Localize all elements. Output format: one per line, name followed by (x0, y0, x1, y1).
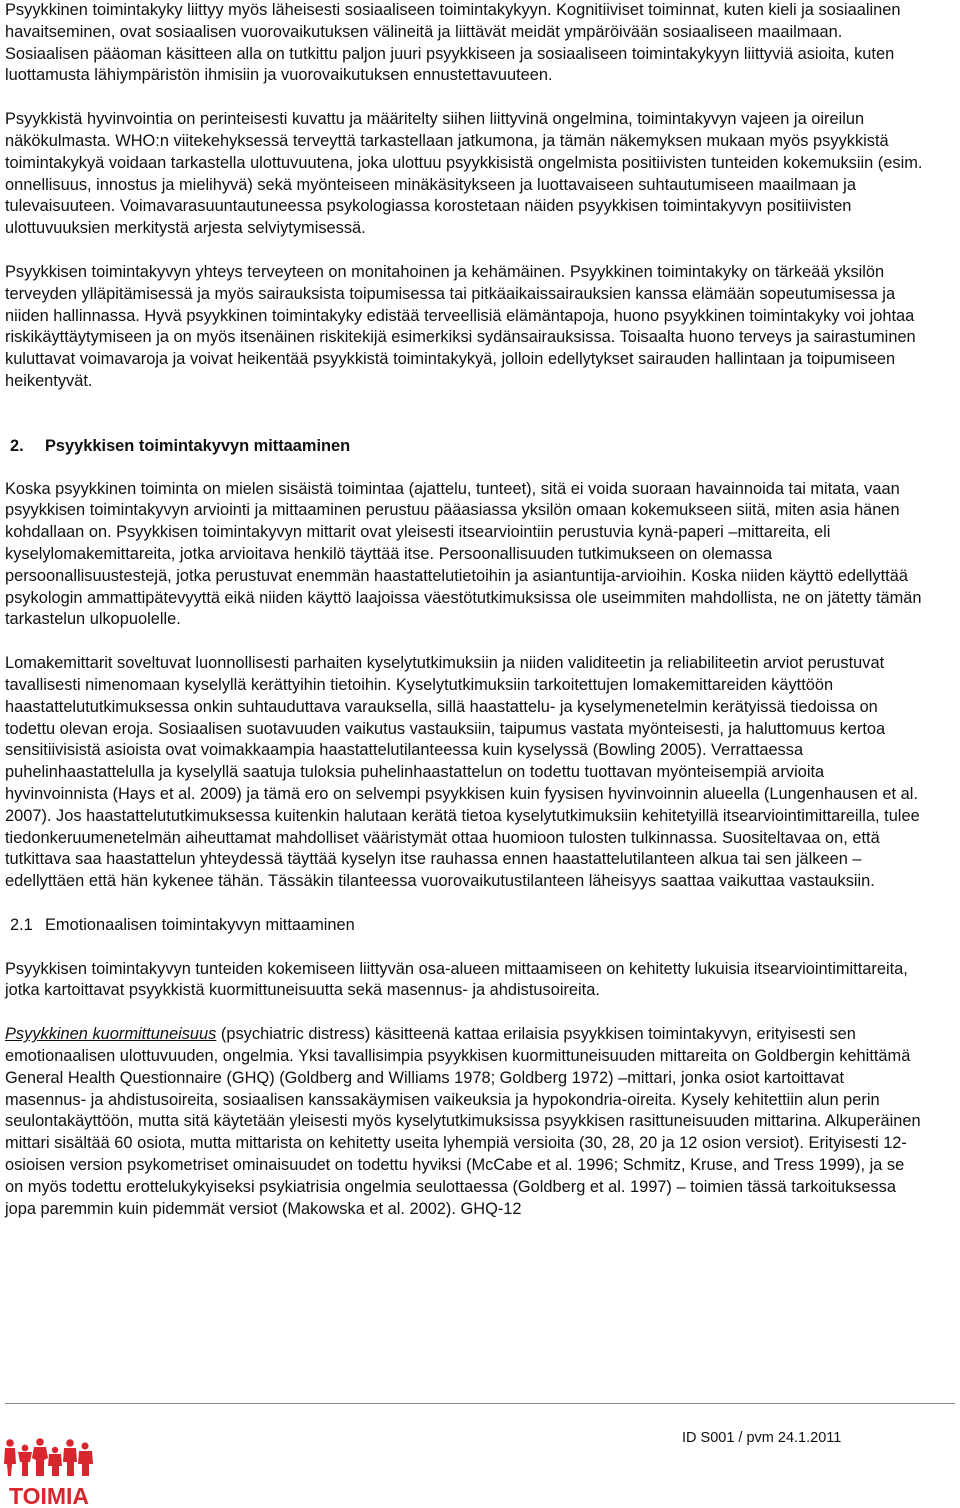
subsection-heading-emotional (5, 915, 923, 937)
toimia-logo (3, 1436, 95, 1508)
paragraph-health-connection: Psyykkisen toimintakyvyn yhteys terveyteen on monitahoinen ja kehämäinen. Psyykkinen toimintakyky on tärkeää yksilön terveyden ylläpitämisessä ja myös sairauksista toipumisessa tai pitkäaikaissairauksien kanssa elämään sopeutumisessa ja niiden hallinnassa. Hyvä psyykkinen toimintakyky edistää terveellisiä elämäntapoja, huono psyykkinen toimintakyky voi johtaa riskikäyttäytymiseen ja on myös itsenäinen riskitekijä esimerkiksi sydänsairauksissa. Toisaalta huono terveys ja sairastuminen kuluttavat voimavaroja ja voivat heikentää psyykkistä toimintakykyä, jolloin edellytykset sairauden hallintaan ja toipumiseen heikentyvät. (5, 262, 916, 390)
paragraph-text: (psychiatric distress) käsitteenä kattaa erilaisia psyykkisen toimintakyvyn, erityisesti sen emotionaalisen ulottuvuuden, ongelmia. Yksi tavallisimpia psyykkisen kuormittuneisuuden mittareita on Goldbergin kehittämä General Health Questionnaire (GHQ) (Goldberg and Williams 1978; Goldberg 1972) –mittari, jonka osiot kartoittavat masennus- ja ahdistusoireita, sosiaalisen kanssakäymisen vaikeuksia ja hypokondria-oireita. Kysely kehitettiin alun perin seulontakäyttöön, mutta sitä käytetään yleisesti myös kyselytutkimuksissa psyykkisen rasittuneisuuden mittarina. Alkuperäinen mittari sisältää 60 osiota, mutta mittarista on kehitetty useita lyhempiä versioita (30, 28, 20 ja 12 osion versiot). Erityisesti 12-osioisen version psykometriset ominaisuudet on todettu hyviksi (McCabe et al. 1996; Schmitz, Kruse, and Tress 1999), ja se on myös todettu erottelukykyiseksi psykiatrisia ongelmia seulottaessa (Goldberg et al. 1997) – toimien tässä tarkoituksessa jopa paremmin kuin pidemmät versiot (Makowska et al. 2002). GHQ-12 (5, 1025, 921, 1218)
subsection-number: 2.1 (10, 915, 33, 934)
people-figures-icon (4, 1438, 93, 1476)
logo-wordmark: TOIMIA (8, 1483, 90, 1508)
section-title: Psyykkisen toimintakyvyn mittaaminen (45, 436, 351, 455)
paragraph-emotional-intro: Psyykkisen toimintakyvyn tunteiden kokemiseen liittyvän osa-alueen mittaamiseen on kehitetty lukuisia itsearviointimittareita, jotka kartoittavat psyykkistä kuormittuneisuutta sekä masennus- ja ahdistusoireita. (5, 959, 908, 1000)
paragraph-measurement-intro: Koska psyykkinen toiminta on mielen sisäistä toimintaa (ajattelu, tunteet), sitä ei voida suoraan havainnoida tai mitata, vaan psyykkisen toimintakyvyn arviointi ja mittaaminen perustuu pääasiassa yksilön omaan kokemukseen siitä, miten asia hänen kohdallaan on. Psyykkisen toimintakyvyn mittarit ovat yleisesti itsearviointiin perustuvia kynä-paperi –mittareita, eli kyselylomakemittareita, jotka arvioitava henkilö täyttää itse. Persoonallisuuden tutkimukseen on olemassa persoonallisuustestejä, jotka perustuvat enemmän haastattelutietoihin ja asiantuntija-arvioihin. Koska niiden käyttö edellyttää psykologin ammattipätevyyttä eikä niiden käyttö laajoissa väestötutkimuksissa ole useimmiten mahdollista, ne on jätetty tämän tarkastelun ulkopuolelle. (5, 479, 922, 629)
footer-rule (5, 1403, 955, 1404)
subsection-title: Emotionaalisen toimintakyvyn mittaaminen (45, 915, 355, 934)
document-body (5, 0, 923, 1220)
paragraph-psychological-wellbeing: Psyykkistä hyvinvointia on perinteisesti kuvattu ja määritelty siihen liittyvinä ongelmina, toimintakyvyn vajeen ja oireilun näkökulmasta. WHO:n viitekehyksessä terveyttä tarkastellaan jatkumona, ja tämän näkemyksen mukaan myös psyykkistä toimintakykyä voidaan tarkastella ulottuvuutena, joka ulottuu psyykkisistä ongelmista positiivisten tunteiden kokemuksiin (esim. onnellisuus, innostus ja mielihyvä) sekä myönteiseen minäkäsitykseen ja luottavaiseen suhtautumiseen maailmaan ja tulevaisuuteen. Voimavarasuuntautuneessa psykologiassa korostetaan näiden psyykkisen toimintakyvyn positiivisten ulottuvuuksien merkitystä arjesta selviytymisessä. (5, 110, 923, 238)
document-id: ID S001 / pvm 24.1.2011 (682, 1430, 842, 1446)
paragraph-social-functioning: Psyykkinen toimintakyky liittyy myös läheisesti sosiaaliseen toimintakykyyn. Kognitiiviset toiminnat, kuten kieli ja sosiaalinen havaitseminen, ovat sosiaalisen vuorovaikutuksen välineitä ja liittävät meidät ympäröivään sosiaaliseen maailmaan. Sosiaalisen pääoman käsitteen alla on tutkittu paljon juuri psyykkiseen ja sosiaaliseen toimintakykyyn liittyviä asioita, kuten luottamusta lähiympäristön ihmisiin ja vuorovaikutuksen ennustettavuuteen. (5, 1, 901, 85)
paragraph-questionnaires: Lomakemittarit soveltuvat luonnollisesti parhaiten kyselytutkimuksiin ja niiden validiteetin ja reliabiliteetin arviot perustuvat tavallisesti nimenomaan kyselyllä kerättyihin tietoihin. Kyselytutkimuksiin tarkoitettujen lomakemittareiden käyttöön haastattelututkimuksessa onkin suhtauduttava varauksella, sillä haastattelu- ja kyselymenetelmin kerätyissä tiedoissa on todettu olevan eroja. Sosiaalisen suotavuuden vaikutus vastauksiin, taipumus vastata myönteisesti, ja haluttomuus kertoa sensitiivisistä asioista ovat voimakkaampia haastattelutilanteessa kuin kyselyssä (Bowling 2005). Verrattaessa puhelinhaastattelulla ja kyselyllä saatuja tuloksia puhelinhaastattelun on todettu tuottavan myönteisempiä arvioita hyvinvoinnista (Hays et al. 2009) ja tämä ero on selvempi psyykkisen kuin fyysisen hyvinvoinnin alueella (Lungenhausen et al. 2007). Jos haastattelututkimuksessa kuitenkin halutaan kerätä tietoa kyselytutkimuksiin kehitetyillä itsearviointimittareilla, tulee tiedonkeruumenetelmän aiheuttamat mahdolliset vääristymät ottaa huomioon tulosten tulkinnassa. Suositeltavaa on, että tutkittava saa haastattelun yhteydessä täyttää kyselyn itse rauhassa ennen haastattelutilanteen alkua tai sen jälkeen – edellyttäen että hän kykenee tähän. Tässäkin tilanteessa vuorovaikutustilanteen läheisyys saattaa vaikuttaa vastauksiin. (5, 654, 920, 891)
section-number: 2. (10, 436, 24, 455)
section-heading-measurement (5, 436, 923, 458)
term-psychiatric-distress: Psyykkinen kuormittuneisuus (5, 1025, 217, 1044)
paragraph-psychiatric-distress (5, 1024, 923, 1220)
